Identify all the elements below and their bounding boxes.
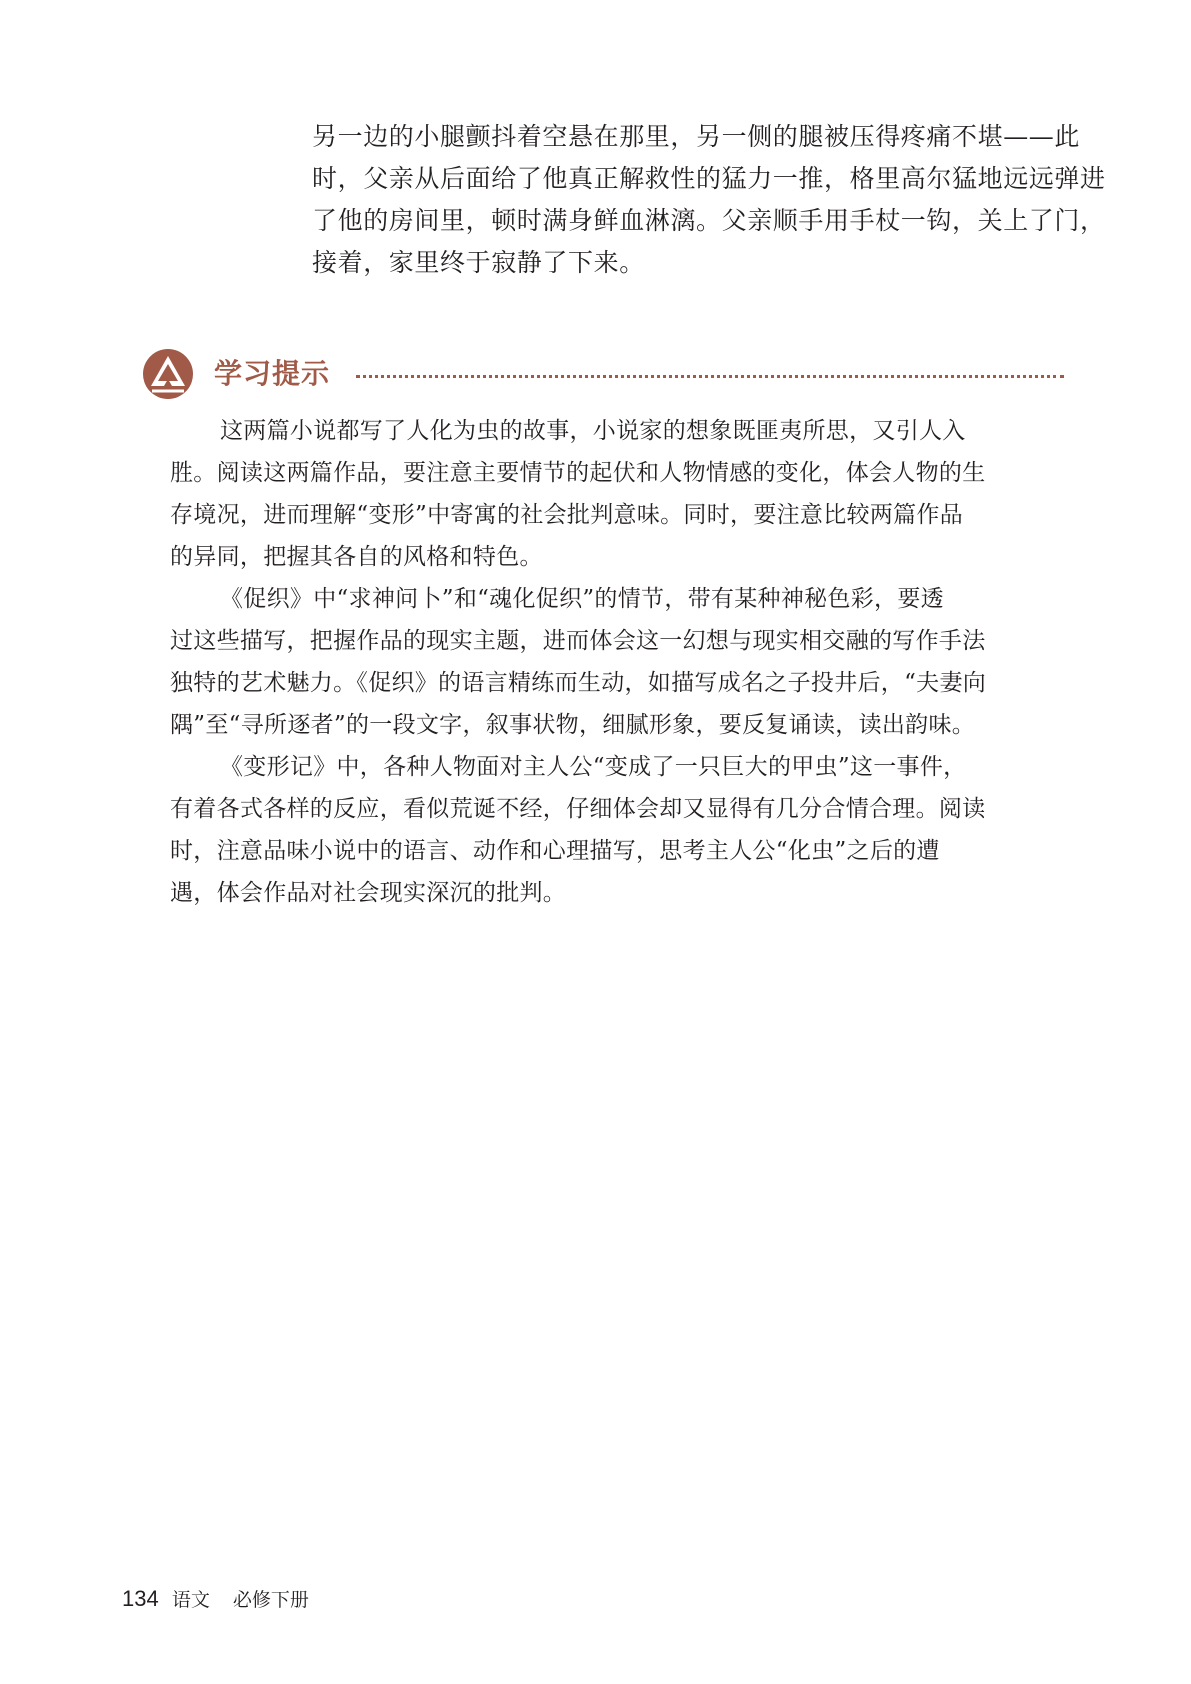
tips-line: 的异同，把握其各自的风格和特色。 — [170, 544, 543, 570]
triangle-logo-icon — [142, 348, 194, 400]
section-header — [142, 348, 1064, 400]
tips-line: 过这些描写，把握作品的现实主题，进而体会这一幻想与现实相交融的写作手法 — [170, 628, 986, 654]
story-line: 了他的房间里，顿时满身鲜血淋漓。父亲顺手用手杖一钩，关上了门， — [312, 206, 1106, 235]
tips-line: 时，注意品味小说中的语言、动作和心理描写，思考主人公“化虫”之后的遭 — [170, 838, 940, 864]
dotted-divider — [356, 375, 1064, 378]
story-line: 接着，家里终于寂静了下来。 — [312, 248, 645, 277]
tips-line: 《变形记》中，各种人物面对主人公“变成了一只巨大的甲虫”这一事件， — [220, 754, 967, 780]
tips-line: 胜。阅读这两篇作品，要注意主要情节的起伏和人物情感的变化，体会人物的生 — [170, 460, 986, 486]
story-excerpt — [312, 116, 1106, 284]
tips-line: 有着各式各样的反应，看似荒诞不经，仔细体会却又显得有几分合情合理。阅读 — [170, 796, 986, 822]
page-number: 134 — [122, 1586, 159, 1611]
section-title: 学习提示 — [214, 357, 331, 390]
tips-line: 遇，体会作品对社会现实深沉的批判。 — [170, 880, 567, 906]
tips-line: 《促织》中“求神问卜”和“魂化促织”的情节，带有某种神秘色彩，要透 — [220, 586, 944, 612]
tips-line: 这两篇小说都写了人化为虫的故事，小说家的想象既匪夷所思，又引人入 — [220, 418, 966, 444]
book-title: 语文 — [171, 1589, 210, 1611]
story-line: 另一边的小腿颤抖着空悬在那里，另一侧的腿被压得疼痛不堪——此 — [312, 122, 1081, 151]
study-tips — [170, 410, 1010, 914]
tips-line: 独特的艺术魅力。《促织》的语言精练而生动，如描写成名之子投井后，“夫妻向 — [170, 670, 987, 696]
story-line: 时，父亲从后面给了他真正解救性的猛力一推，格里高尔猛地远远弹进 — [312, 164, 1106, 193]
tips-line: 存境况，进而理解“变形”中寄寓的社会批判意味。同时，要注意比较两篇作品 — [170, 502, 964, 528]
page-footer — [122, 1584, 309, 1614]
tips-line: 隅”至“寻所逐者”的一段文字，叙事状物，细腻形象，要反复诵读，读出韵味。 — [170, 712, 976, 738]
volume-title: 必修下册 — [232, 1589, 309, 1611]
